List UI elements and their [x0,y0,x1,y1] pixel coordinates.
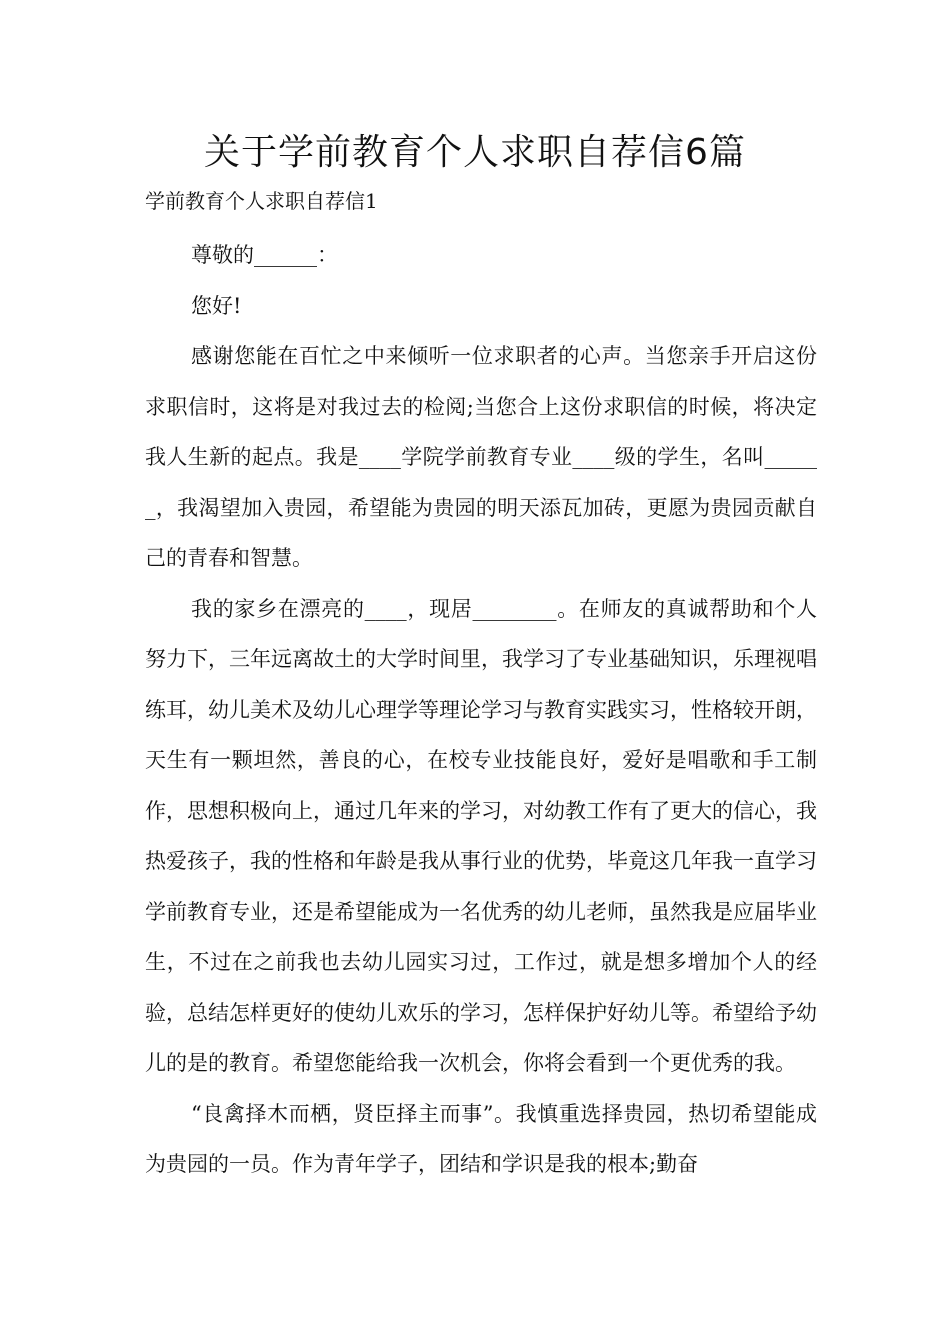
letter-body [145,230,817,1190]
document-title: 关于学前教育个人求职自荐信6篇 [204,132,746,173]
salutation: 尊敬的______： [191,243,338,267]
greeting: 您好! [191,293,242,318]
letter-heading: 学前教育个人求职自荐信1 [145,189,378,213]
body-paragraph: “良禽择木而栖，贤臣择主而事”。我慎重选择贵园，热切希望能成为贵园的一员。作为青年学子，团结和学识是我的根本;勤奋 [145,1101,817,1176]
body-paragraph: 感谢您能在百忙之中来倾听一位求职者的心声。当您亲手开启这份求职信时，这将是对我过去的检阅;当您合上这份求职信的时候，将决定我人生新的起点。我是____学院学前教育专业____级的学生，名叫______，我渴望加入贵园，希望能为贵园的明天添瓦加砖，更愿为贵园贡献自己的青春和智慧。 [145,344,817,570]
body-paragraph: 我的家乡在漂亮的____，现居________。在师友的真诚帮助和个人努力下，三年远离故土的大学时间里，我学习了专业基础知识，乐理视唱练耳，幼儿美术及幼儿心理学等理论学习与教育实践实习，性格较开朗，天生有一颗坦然，善良的心，在校专业技能良好，爱好是唱歌和手工制作，思想积极向上，通过几年来的学习，对幼教工作有了更大的信心，我热爱孩子，我的性格和年龄是我从事行业的优势，毕竟这几年我一直学习学前教育专业，还是希望能成为一名优秀的幼儿老师，虽然我是应届毕业生，不过在之前我也去幼儿园实习过，工作过，就是想多增加个人的经验，总结怎样更好的使幼儿欢乐的学习，怎样保护好幼儿等。希望给予幼儿的是的教育。希望您能给我一次机会，你将会看到一个更优秀的我。 [145,596,817,1075]
